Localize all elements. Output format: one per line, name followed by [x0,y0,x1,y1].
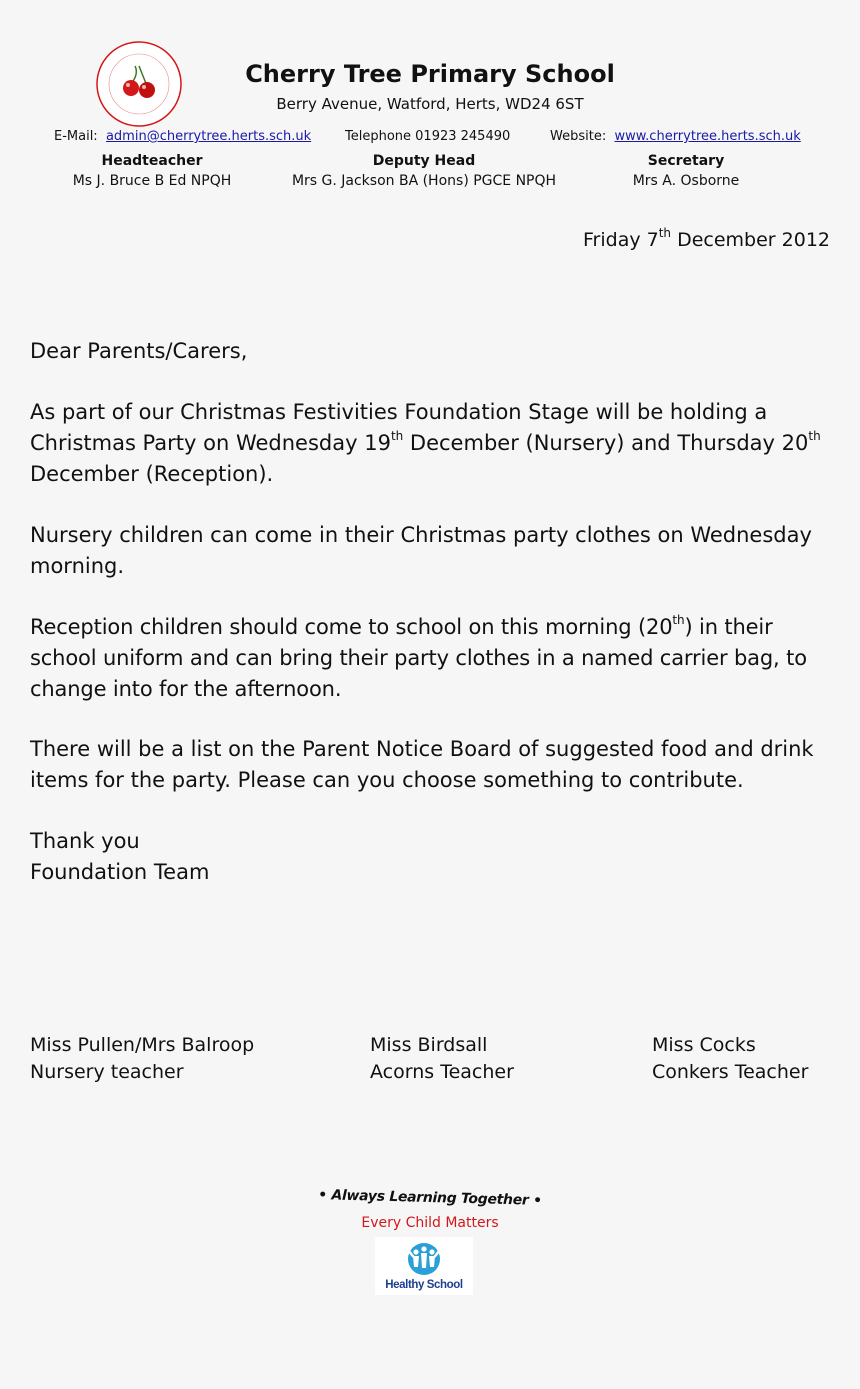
paragraph-party: As part of our Christmas Festivities Foundation Stage will be holding a Christmas Party on Wednesday 19th December (Nursery) and Thursday 20th December (Reception). [30,400,821,486]
every-child-matters: Every Child Matters [361,1215,499,1231]
staff-name: Mrs G. Jackson BA (Hons) PGCE NPQH [291,173,557,189]
secretary-block [536,151,836,191]
email-link[interactable]: admin@cherrytree.herts.sch.uk [105,129,312,144]
headteacher-block [2,151,302,191]
closing: Thank you Foundation Team [30,829,210,884]
staff-role: Headteacher [101,153,203,169]
signature-nursery [30,1032,254,1086]
letter-date: Friday 7th December 2012 [583,225,830,251]
school-address: Berry Avenue, Watford, Herts, WD24 6ST [276,95,584,113]
signature-title: Acorns Teacher [370,1061,514,1083]
website-link[interactable]: www.cherrytree.herts.sch.uk [614,129,801,144]
paragraph-food: There will be a list on the Parent Notice Board of suggested food and drink items for the party. Please can you choose something to contribute. [30,737,814,792]
paragraph-reception: Reception children should come to school on this morning (20th) in their school uniform and can bring their party clothes in a named carrier bag, to change into for the afternoon. [30,613,807,701]
staff-name: Mrs A. Osborne [632,173,740,189]
staff-role: Secretary [647,153,725,169]
healthy-school-icon [375,1237,473,1295]
telephone-contact: Telephone 01923 245490 [345,129,511,144]
website-contact [550,129,801,144]
signature-name: Miss Birdsall [370,1034,488,1056]
email-label: E-Mail: [54,129,98,144]
svg-text:Healthy School: Healthy School [385,1279,463,1291]
signature-name: Miss Cocks [652,1034,756,1056]
website-label: Website: [550,129,607,144]
paragraph-nursery: Nursery children can come in their Christmas party clothes on Wednesday morning. [30,523,812,578]
signature-acorns [370,1032,514,1086]
signature-name: Miss Pullen/Mrs Balroop [30,1034,255,1056]
school-name: Cherry Tree Primary School [245,60,615,88]
healthy-school-badge [375,1237,473,1295]
signature-title: Nursery teacher [30,1061,184,1083]
salutation: Dear Parents/Carers, [30,339,248,363]
school-motto: • Always Learning Together • [318,1187,542,1209]
signature-conkers [652,1032,808,1086]
deputy-head-block [274,151,574,191]
signature-title: Conkers Teacher [652,1061,809,1083]
email-contact [54,129,311,144]
staff-name: Ms J. Bruce B Ed NPQH [72,173,232,189]
staff-role: Deputy Head [372,153,476,169]
